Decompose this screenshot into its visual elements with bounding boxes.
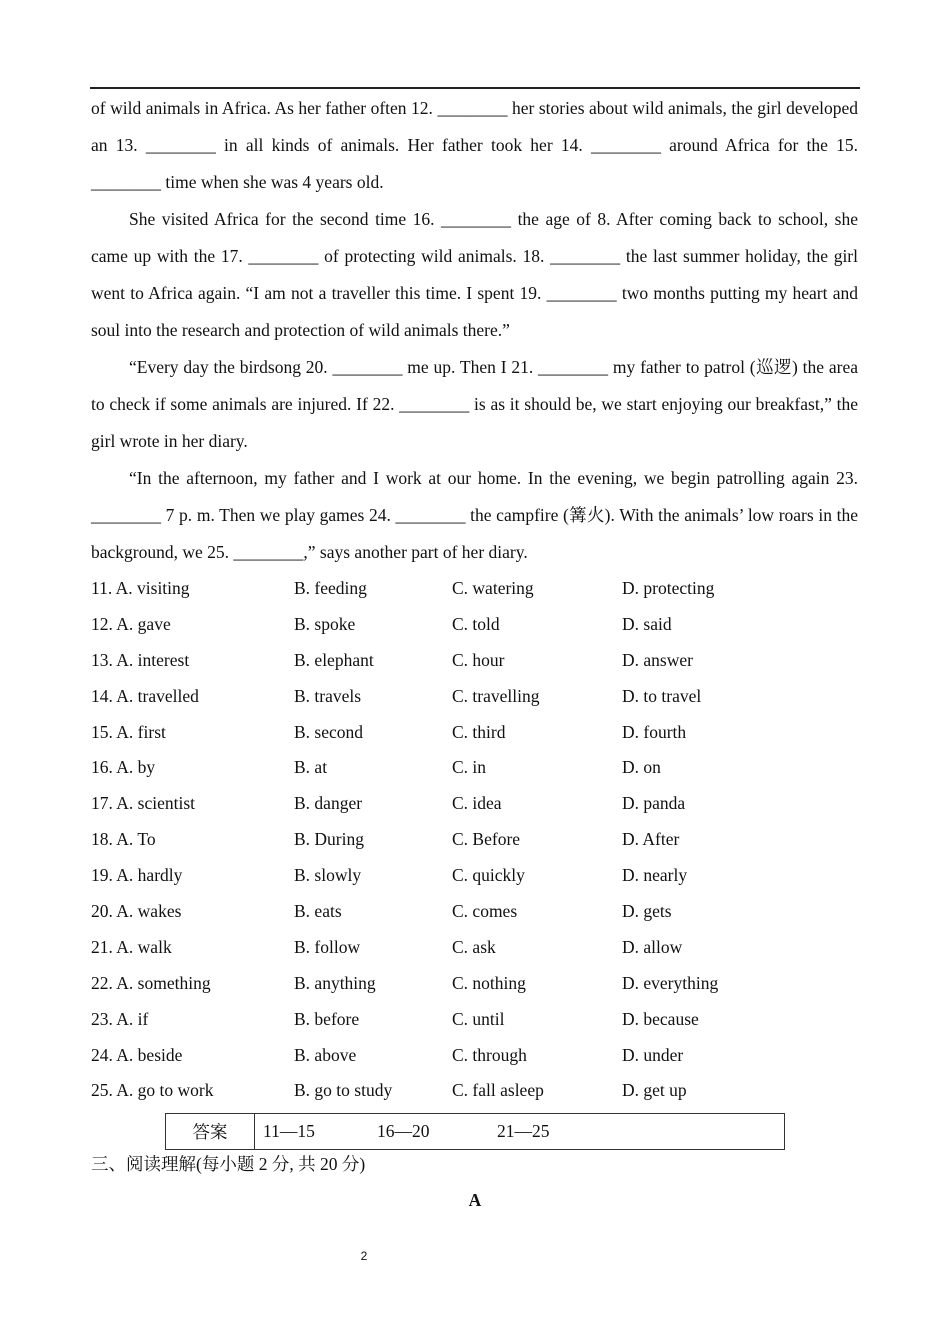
option-b: B. travels <box>294 685 362 706</box>
option-c: C. idea <box>452 793 502 814</box>
option-b: B. go to study <box>294 1080 393 1101</box>
option-c: C. until <box>452 1008 505 1029</box>
option-a: 15. A. first <box>91 721 166 742</box>
option-c: C. travelling <box>452 685 540 706</box>
option-d: D. answer <box>622 649 693 670</box>
option-c: C. third <box>452 721 506 742</box>
section-title: 三、阅读理解(每小题 2 分, 共 20 分) <box>91 1154 366 1174</box>
option-c: C. in <box>452 757 487 778</box>
option-row <box>91 858 858 894</box>
option-b: B. danger <box>294 793 363 814</box>
answer-range-1: 11—15 <box>263 1121 315 1141</box>
option-c: C. through <box>452 1044 527 1065</box>
option-c: C. told <box>452 613 500 634</box>
cloze-passage <box>91 90 858 571</box>
option-row <box>91 966 858 1002</box>
option-c: C. watering <box>452 578 534 598</box>
option-row <box>91 715 858 751</box>
option-d: D. get up <box>622 1080 687 1101</box>
option-row <box>91 1073 858 1109</box>
answer-table-label: 答案 <box>166 1114 255 1150</box>
option-a: 18. A. To <box>91 829 156 850</box>
option-row <box>91 894 858 930</box>
answer-range-2: 16—20 <box>377 1121 430 1141</box>
option-b: B. before <box>294 1008 360 1029</box>
option-b: B. above <box>294 1044 357 1065</box>
option-d: D. nearly <box>622 865 688 886</box>
page-number: 2 <box>360 1249 368 1263</box>
option-row <box>91 679 858 715</box>
answer-table-ranges <box>255 1114 785 1150</box>
passage-paragraph-2: She visited Africa for the second time 16. ________ the age of 8. After coming back to school, she came up with the 17. ________ of protecting wild animals. 18. ________ the last summer holiday, the girl went to Africa again. “I am not a traveller this time. I spent 19. ________ two months putting my heart and soul into the research and protection of wild animals there.” <box>91 209 858 340</box>
option-d: D. gets <box>622 901 672 922</box>
option-b: B. second <box>294 721 364 742</box>
option-d: D. everything <box>622 972 719 993</box>
option-c: C. ask <box>452 936 496 957</box>
option-row <box>91 571 858 607</box>
option-b: B. at <box>294 757 328 778</box>
option-a: 19. A. hardly <box>91 865 183 886</box>
option-row <box>91 750 858 786</box>
option-d: D. fourth <box>622 721 687 742</box>
option-a: 24. A. beside <box>91 1044 183 1065</box>
option-d: D. said <box>622 613 672 634</box>
option-b: B. anything <box>294 972 376 993</box>
option-a: 16. A. by <box>91 757 156 778</box>
option-d: D. on <box>622 757 661 778</box>
option-row <box>91 786 858 822</box>
option-c: C. Before <box>452 829 521 850</box>
option-c: C. quickly <box>452 865 525 886</box>
option-b: B. spoke <box>294 613 356 634</box>
option-b: B. elephant <box>294 649 374 670</box>
option-a: 17. A. scientist <box>91 793 196 814</box>
option-row <box>91 607 858 643</box>
option-a: 21. A. walk <box>91 936 172 957</box>
option-b: B. slowly <box>294 865 362 886</box>
passage-paragraph-1: of wild animals in Africa. As her father often 12. ________ her stories about wild animals, the girl developed an 13. ________ in all kinds of animals. Her father took her 14. ________ around Africa for the 15. ________ time when she was 4 years old. <box>91 98 858 192</box>
option-row <box>91 930 858 966</box>
answer-range-3: 21—25 <box>497 1121 550 1141</box>
option-c: C. nothing <box>452 972 526 993</box>
option-a: 14. A. travelled <box>91 685 199 706</box>
option-d: D. protecting <box>622 578 715 598</box>
section-subheading: A <box>468 1190 482 1210</box>
option-d: D. under <box>622 1044 684 1065</box>
option-a: 11. A. visiting <box>91 578 190 598</box>
option-d: D. to travel <box>622 685 702 706</box>
option-a: 25. A. go to work <box>91 1080 214 1101</box>
option-a: 23. A. if <box>91 1008 149 1029</box>
option-b: B. follow <box>294 936 361 957</box>
option-a: 20. A. wakes <box>91 901 182 922</box>
answer-options-list <box>91 571 858 1109</box>
option-row <box>91 643 858 679</box>
header-rule <box>90 87 860 89</box>
option-b: B. feeding <box>294 578 367 598</box>
passage-paragraph-4: “In the afternoon, my father and I work at our home. In the evening, we begin patrolling again 23. ________ 7 p. m. Then we play games 24. ________ the campfire (篝火). With the animals’ low roars in the background, we 25. ________,” says another part of her diary. <box>91 468 858 562</box>
answer-table <box>165 1113 785 1150</box>
option-b: B. eats <box>294 901 342 922</box>
passage-paragraph-3: “Every day the birdsong 20. ________ me up. Then I 21. ________ my father to patrol (巡逻) the area to check if some animals are injured. If 22. ________ is as it should be, we start enjoying our breakfast,” the girl wrote in her diary. <box>91 357 858 451</box>
option-d: D. allow <box>622 936 683 957</box>
option-a: 22. A. something <box>91 972 211 993</box>
option-c: C. fall asleep <box>452 1080 544 1101</box>
option-a: 13. A. interest <box>91 649 190 670</box>
option-d: D. panda <box>622 793 686 814</box>
option-b: B. During <box>294 829 364 850</box>
option-d: D. because <box>622 1008 699 1029</box>
option-d: D. After <box>622 829 680 850</box>
option-row <box>91 822 858 858</box>
option-a: 12. A. gave <box>91 613 171 634</box>
option-row <box>91 1038 858 1074</box>
option-c: C. comes <box>452 901 518 922</box>
option-row <box>91 1002 858 1038</box>
option-c: C. hour <box>452 649 505 670</box>
